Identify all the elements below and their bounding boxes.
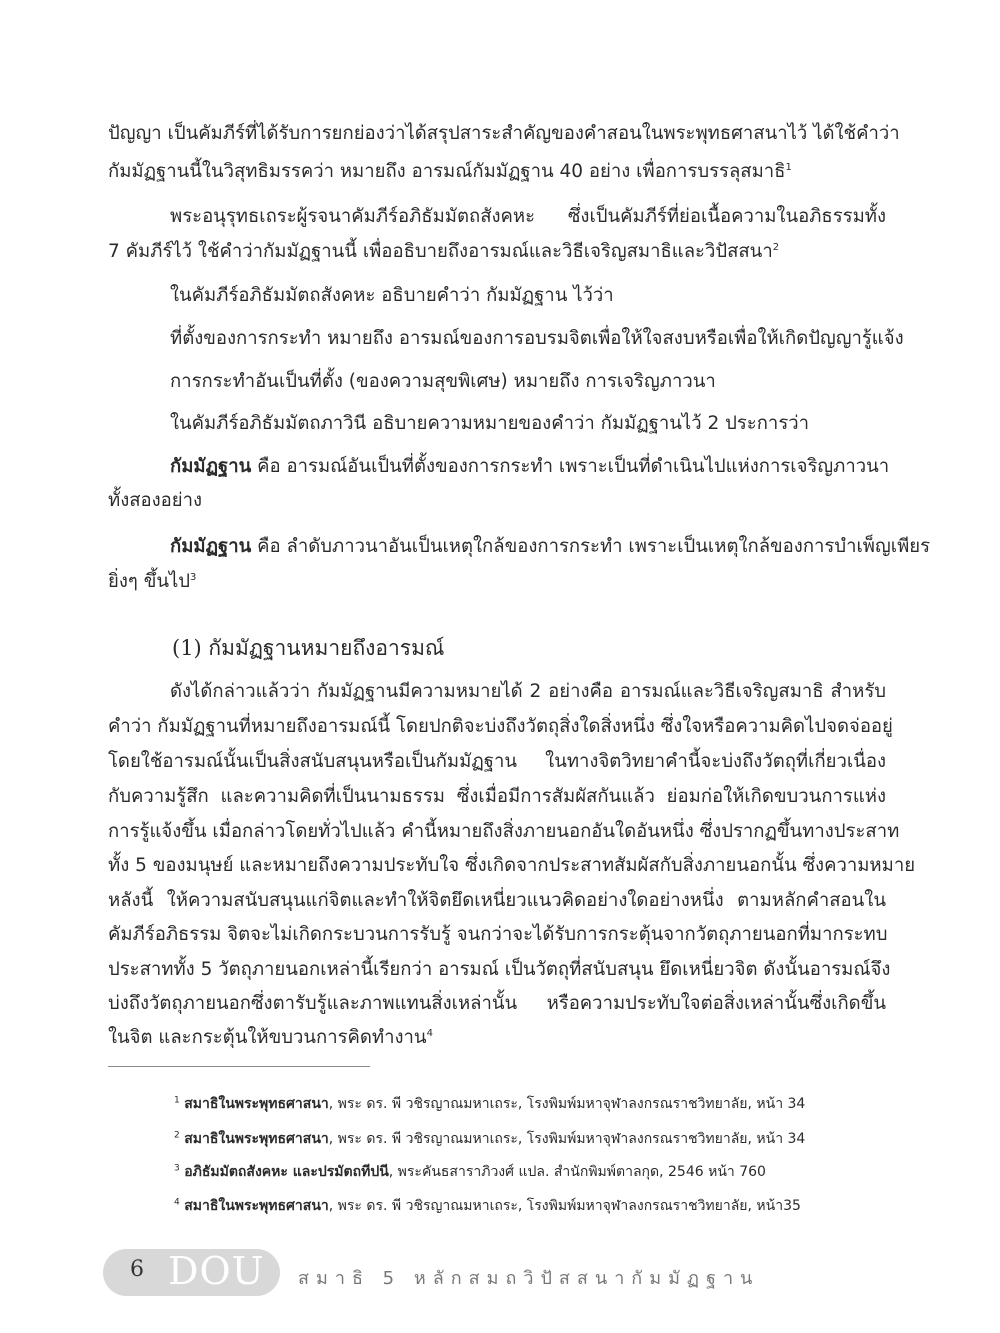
paragraph-8-line-1: กัมมัฏฐาน คือ ลำดับภาวนาอันเป็นเหตุใกล้ของการกระทำ เพราะเป็นเหตุใกล้ของการบำเพ็ญเพียร: [170, 536, 931, 557]
paragraph-9-line-2: คำว่า กัมมัฏฐานที่หมายถึงอารมณ์นี้ โดยปกติจะบ่งถึงวัตถุสิ่งใดสิ่งหนึ่ง ซึ่งใจหรือความคิดไปจดจ่ออยู่: [108, 716, 893, 737]
paragraph-9-line-7: หลังนี้ ให้ความสนับสนุนแก่จิตและทำให้จิตยึดเหนี่ยวแนวคิดอย่างใดอย่างหนึ่ง ตามหลักคำสอนใน: [108, 890, 886, 911]
page-number: 6: [130, 1257, 144, 1282]
paragraph-1-line-1: ปัญญา เป็นคัมภีร์ที่ได้รับการยกย่องว่าได้สรุปสาระสำคัญของคำสอนในพระพุทธศาสนาไว้ ได้ใช้คำว่า: [108, 123, 900, 144]
term-kammatthana: กัมมัฏฐาน: [170, 456, 252, 477]
paragraph-4: ที่ตั้งของการกระทำ หมายถึง อารมณ์ของการอบรมจิตเพื่อให้ใจสงบหรือเพื่อให้เกิดปัญญารู้แจ้ง: [170, 328, 904, 349]
footnote-3: $^3$ อภิธัมมัตถสังคหะ และปรมัตถทีปนี, พระคันธสาราภิวงศ์ แปล. สำนักพิมพ์ตาลกุด, 2546 หน้า 760: [174, 1163, 766, 1180]
paragraph-7-line-2: ทั้งสองอย่าง: [108, 490, 203, 511]
paragraph-1-line-2: กัมมัฏฐานนี้ในวิสุทธิมรรคว่า หมายถึง อารมณ์กัมมัฏฐาน 40 อย่าง เพื่อการบรรลุสมาธิ$^1$: [108, 161, 792, 182]
paragraph-7-line-1: กัมมัฏฐาน คือ อารมณ์อันเป็นที่ตั้งของการกระทำ เพราะเป็นที่ดำเนินไปแห่งการเจริญภาวนา: [170, 456, 890, 477]
paragraph-8-line-2: ยิ่งๆ ขึ้นไป$^3$: [108, 571, 197, 592]
footnote-separator: [108, 1066, 370, 1067]
paragraph-2-line-2: 7 คัมภีร์ไว้ ใช้คำว่ากัมมัฏฐานนี้ เพื่ออธิบายถึงอารมณ์และวิธีเจริญสมาธิและวิปัสสนา$^2$: [108, 241, 780, 262]
paragraph-9-line-9: ประสาททั้ง 5 วัตถุภายนอกเหล่านี้เรียกว่า อารมณ์ เป็นวัตถุที่สนับสนุน ยึดเหนี่ยวจิต ดังนั้นอารมณ์จึง: [108, 959, 891, 980]
paragraph-9-line-10: บ่งถึงวัตถุภายนอกซึ่งตารับรู้และภาพแทนสิ่งเหล่านั้น หรือความประทับใจต่อสิ่งเหล่านั้นซึ่งเกิดขึ้น: [108, 993, 886, 1014]
footnote-ref-4[interactable]: 4: [426, 1027, 433, 1039]
footnote-ref-2[interactable]: 2: [772, 241, 780, 253]
paragraph-9-line-6: ทั้ง 5 ของมนุษย์ และหมายถึงความประทับใจ ซึ่งเกิดจากประสาทสัมผัสกับสิ่งภายนอกนั้น ซึ่งความหมาย: [108, 855, 916, 876]
paragraph-2-line-1: พระอนุรุทธเถระผู้รจนาคัมภีร์อภิธัมมัตถสังคหะ ซึ่งเป็นคัมภีร์ที่ย่อเนื้อความในอภิธรรมทั้ง: [170, 206, 886, 227]
paragraph-5: การกระทำอันเป็นที่ตั้ง (ของความสุขพิเศษ) หมายถึง การเจริญภาวนา: [170, 371, 716, 392]
paragraph-9-line-1: ดังได้กล่าวแล้วว่า กัมมัฏฐานมีความหมายได้ 2 อย่างคือ อารมณ์และวิธีเจริญสมาธิ สำหรับ: [170, 681, 886, 702]
paragraph-9-line-11: ในจิต และกระตุ้นให้ขบวนการคิดทำงาน$^4$: [108, 1027, 433, 1048]
dou-logo: DOU: [168, 1249, 265, 1293]
running-book-title: สมาธิ 5 หลักสมถวิปัสสนากัมมัฏฐาน: [298, 1268, 760, 1289]
paragraph-9-line-3: โดยใช้อารมณ์นั้นเป็นสิ่งสนับสนุนหรือเป็นกัมมัฏฐาน ในทางจิตวิทยาคำนี้จะบ่งถึงวัตถุที่เกี่ยวเนื่อง: [108, 751, 886, 772]
paragraph-6: ในคัมภีร์อภิธัมมัตถภาวินี อธิบายความหมายของคำว่า กัมมัฏฐานไว้ 2 ประการว่า: [170, 413, 810, 434]
paragraph-9-line-4: กับความรู้สึก และความคิดที่เป็นนามธรรม ซึ่งเมื่อมีการสัมผัสกันแล้ว ย่อมก่อให้เกิดขบวนการแห่ง: [108, 786, 886, 807]
paragraph-3: ในคัมภีร์อภิธัมมัตถสังคหะ อธิบายคำว่า กัมมัฏฐาน ไว้ว่า: [170, 285, 614, 306]
section-heading: (1) กัมมัฏฐานหมายถึงอารมณ์: [172, 636, 445, 660]
term-kammatthana: กัมมัฏฐาน: [170, 536, 252, 557]
paragraph-9-line-5: การรู้แจ้งขึ้น เมื่อกล่าวโดยทั่วไปแล้ว คำนี้หมายถึงสิ่งภายนอกอันใดอันหนึ่ง ซึ่งปรากฏขึ้นทางประสาท: [108, 821, 900, 842]
footnote-2: $^2$ สมาธิในพระพุทธศาสนา, พระ ดร. พี วชิรญาณมหาเถระ, โรงพิมพ์มหาจุฬาลงกรณราชวิทยาลัย, หน้า 34: [174, 1130, 806, 1147]
footnote-4: $^4$ สมาธิในพระพุทธศาสนา, พระ ดร. พี วชิรญาณมหาเถระ, โรงพิมพ์มหาจุฬาลงกรณราชวิทยาลัย, หน้า35: [174, 1197, 801, 1214]
paragraph-9-line-8: คัมภีร์อภิธรรม จิตจะไม่เกิดกระบวนการรับรู้ จนกว่าจะได้รับการกระตุ้นจากวัตถุภายนอกที่มากระทบ: [108, 924, 888, 945]
footnote-ref-1[interactable]: 1: [785, 161, 792, 173]
footnote-1: $^1$ สมาธิในพระพุทธศาสนา, พระ ดร. พี วชิรญาณมหาเถระ, โรงพิมพ์มหาจุฬาลงกรณราชวิทยาลัย, หน้า 34: [174, 1095, 806, 1112]
footnote-ref-3[interactable]: 3: [190, 571, 197, 583]
